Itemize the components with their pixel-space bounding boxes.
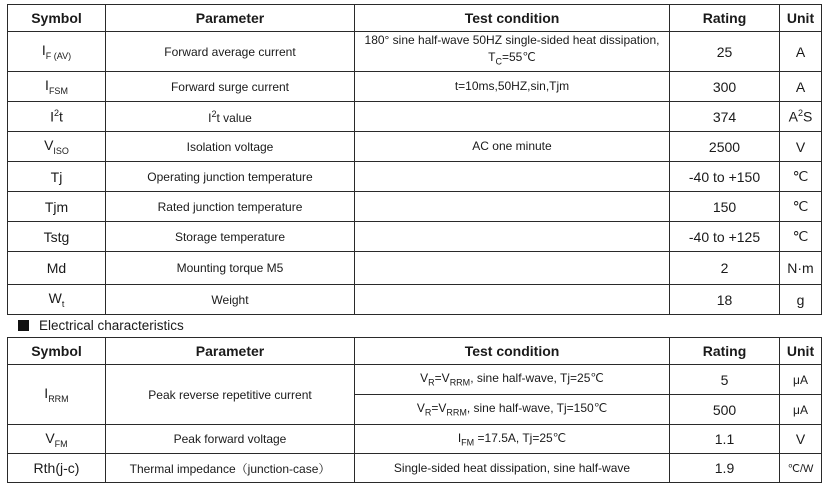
rating-cell: 300 (670, 72, 780, 102)
symbol-cell (8, 132, 106, 162)
symbol-superscript: 2 (53, 108, 59, 119)
cond-subscript: R (428, 377, 435, 388)
header-row (8, 5, 822, 32)
symbol-text: I (44, 385, 49, 402)
table-row (8, 192, 822, 222)
symbol-cell (8, 365, 106, 425)
cond-text: I (457, 430, 462, 445)
rating-cell: 2 (670, 252, 780, 285)
unit-superscript: 2 (797, 108, 803, 119)
symbol-text: V (44, 137, 54, 154)
parameter-cell: Peak forward voltage (106, 425, 355, 454)
parameter-cell: Thermal impedance（junction-case） (106, 454, 355, 483)
symbol-text: Tjm (44, 198, 69, 215)
table-row (8, 102, 822, 132)
rating-cell: 2500 (670, 132, 780, 162)
parameter-cell: Peak reverse repetitive current (106, 365, 355, 425)
symbol-cell (8, 162, 106, 192)
symbol-cell (8, 32, 106, 72)
condition-cell (355, 162, 670, 192)
section-title: Electrical characteristics (39, 318, 184, 333)
cond-text: =V (431, 401, 447, 416)
condition-cell: Single-sided heat dissipation, sine half-wave (355, 454, 670, 483)
symbol-text: I (41, 42, 46, 59)
header-test-condition: Test condition (355, 5, 670, 32)
symbol-text: Md (46, 260, 67, 276)
unit-cell (780, 102, 822, 132)
parameter-cell (106, 285, 355, 315)
table-row (8, 365, 822, 395)
unit-cell (780, 132, 822, 162)
table-row (8, 72, 822, 102)
header-test-condition: Test condition (355, 338, 670, 365)
condition-cell (355, 365, 670, 395)
symbol-cell (8, 192, 106, 222)
cond-subscript: RRM (449, 377, 471, 388)
rating-cell: 150 (670, 192, 780, 222)
symbol-text: Tj (50, 168, 63, 185)
cond-text: , sine half-wave, Tj=150℃ (466, 401, 608, 416)
condition-cell (355, 192, 670, 222)
condition-cell (355, 32, 670, 72)
symbol-text: Tstg (43, 228, 70, 245)
param-text: Operating junction temperature (147, 169, 313, 184)
cond-text: =55℃ (502, 50, 536, 65)
unit-cell (780, 32, 822, 72)
unit-cell: μA (780, 395, 822, 425)
symbol-text: t (59, 108, 63, 125)
header-parameter: Parameter (106, 5, 355, 32)
unit-text: S (803, 108, 813, 125)
unit-cell (780, 72, 822, 102)
table-row (8, 425, 822, 454)
unit-text: A (795, 43, 806, 60)
parameter-cell (106, 192, 355, 222)
cond-text: =V (434, 371, 450, 386)
condition-cell (355, 285, 670, 315)
table-row (8, 222, 822, 252)
symbol-cell (8, 425, 106, 454)
symbol-cell: Rth(j-c) (8, 454, 106, 483)
condition-cell (355, 102, 670, 132)
parameter-cell (106, 102, 355, 132)
rating-cell: 374 (670, 102, 780, 132)
symbol-subscript: ISO (53, 145, 69, 156)
unit-cell (780, 162, 822, 192)
condition-cell (355, 425, 670, 454)
rating-cell: 18 (670, 285, 780, 315)
header-rating: Rating (670, 5, 780, 32)
header-unit: Unit (780, 5, 822, 32)
rating-cell: 1.9 (670, 454, 780, 483)
cond-text: 180° sine half-wave 50HZ single-sided heat dissipation, T (364, 33, 660, 65)
symbol-text: I (45, 77, 49, 94)
header-symbol: Symbol (8, 5, 106, 32)
param-text: t value (216, 110, 252, 125)
param-text: I (208, 110, 212, 125)
symbol-cell (8, 252, 106, 285)
header-symbol: Symbol (8, 338, 106, 365)
table-row (8, 454, 822, 483)
rating-cell: 500 (670, 395, 780, 425)
rating-cell: -40 to +125 (670, 222, 780, 252)
symbol-subscript: F (AV) (45, 50, 72, 61)
param-text: Isolation voltage (186, 139, 274, 154)
cond-text: =17.5A, Tj=25℃ (474, 430, 567, 445)
param-superscript: 2 (211, 108, 217, 119)
header-parameter: Parameter (106, 338, 355, 365)
unit-text: A (795, 78, 806, 95)
cond-text: V (416, 401, 425, 416)
square-bullet-icon (18, 320, 29, 331)
unit-cell: ℃/W (780, 454, 822, 483)
header-unit: Unit (780, 338, 822, 365)
cond-subscript: R (424, 407, 432, 418)
parameter-cell (106, 162, 355, 192)
header-row (8, 338, 822, 365)
condition-cell (355, 132, 670, 162)
cond-text: V (420, 371, 429, 386)
unit-cell (780, 252, 822, 285)
param-text: Mounting torque M5 (176, 261, 284, 275)
parameter-cell (106, 222, 355, 252)
unit-cell (780, 285, 822, 315)
cond-text: t=10ms,50HZ,sin,Tjm (454, 79, 570, 93)
symbol-subscript: FM (54, 438, 68, 449)
cond-subscript: C (495, 56, 502, 67)
cond-subscript: FM (461, 437, 475, 448)
parameter-cell (106, 72, 355, 102)
symbol-cell (8, 285, 106, 315)
symbol-text: W (48, 290, 62, 307)
param-text: Rated junction temperature (157, 199, 303, 214)
table-row (8, 252, 822, 285)
electrical-characteristics-table (7, 337, 822, 483)
unit-text: V (795, 138, 806, 155)
symbol-subscript: RRM (48, 393, 69, 404)
unit-text: A (788, 108, 798, 125)
unit-text: N·m (787, 260, 814, 276)
unit-text: ℃ (792, 198, 809, 214)
unit-cell (780, 192, 822, 222)
symbol-subscript: t (61, 298, 65, 309)
symbol-cell (8, 222, 106, 252)
unit-text: ℃ (792, 168, 809, 184)
param-text: Forward surge current (170, 79, 290, 94)
condition-cell (355, 252, 670, 285)
rating-cell: 25 (670, 32, 780, 72)
condition-cell (355, 222, 670, 252)
condition-cell (355, 72, 670, 102)
symbol-text: I (50, 108, 54, 125)
rating-cell: 1.1 (670, 425, 780, 454)
symbol-text: V (45, 429, 55, 446)
max-ratings-table (7, 4, 822, 315)
rating-cell: 5 (670, 365, 780, 395)
table-row (8, 285, 822, 315)
unit-cell: V (780, 425, 822, 454)
symbol-subscript: FSM (48, 85, 68, 96)
param-text: Forward average current (164, 44, 296, 59)
symbol-cell (8, 102, 106, 132)
unit-cell: μA (780, 365, 822, 395)
cond-text: , sine half-wave, Tj=25℃ (470, 371, 604, 386)
unit-text: g (796, 291, 805, 308)
parameter-cell (106, 252, 355, 285)
table-row (8, 32, 822, 72)
table-row (8, 132, 822, 162)
cond-text: AC one minute (472, 139, 552, 153)
cond-subscript: RRM (446, 407, 467, 418)
parameter-cell (106, 132, 355, 162)
unit-text: ℃ (792, 228, 809, 244)
section-heading (18, 318, 184, 333)
unit-cell (780, 222, 822, 252)
condition-cell (355, 395, 670, 425)
parameter-cell (106, 32, 355, 72)
header-rating: Rating (670, 338, 780, 365)
param-text: Storage temperature (174, 229, 286, 244)
rating-cell: -40 to +150 (670, 162, 780, 192)
symbol-cell (8, 72, 106, 102)
param-text: Weight (211, 292, 249, 307)
table-row (8, 162, 822, 192)
